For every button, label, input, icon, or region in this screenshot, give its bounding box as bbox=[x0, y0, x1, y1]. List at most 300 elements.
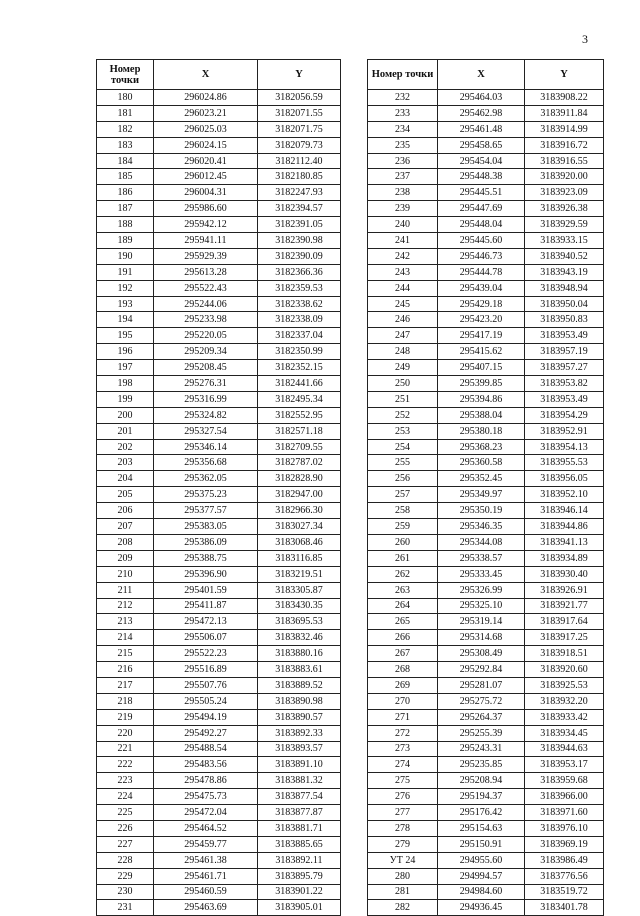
y-coordinate-cell: 3182828.90 bbox=[258, 471, 341, 487]
table-row bbox=[368, 646, 604, 662]
point-number-cell: 192 bbox=[97, 280, 154, 296]
x-coordinate-cell: 295929.39 bbox=[154, 248, 258, 264]
y-coordinate-cell: 3183305.87 bbox=[258, 582, 341, 598]
table-row bbox=[97, 852, 341, 868]
y-coordinate-cell: 3183943.19 bbox=[525, 264, 604, 280]
table-row bbox=[368, 677, 604, 693]
x-coordinate-cell: 295460.59 bbox=[154, 884, 258, 900]
x-coordinate-cell: 296020.41 bbox=[154, 153, 258, 169]
table-row bbox=[97, 439, 341, 455]
point-number-cell: 230 bbox=[97, 884, 154, 900]
point-number-cell: 268 bbox=[368, 662, 438, 678]
point-number-cell: 182 bbox=[97, 121, 154, 137]
x-coordinate-cell: 296004.31 bbox=[154, 185, 258, 201]
y-coordinate-cell: 3183986.49 bbox=[525, 852, 604, 868]
table-row bbox=[368, 360, 604, 376]
y-coordinate-cell: 3182079.73 bbox=[258, 137, 341, 153]
table-row bbox=[97, 900, 341, 916]
table-row bbox=[368, 805, 604, 821]
x-coordinate-cell: 295292.84 bbox=[438, 662, 525, 678]
table-row bbox=[97, 169, 341, 185]
table-row bbox=[97, 725, 341, 741]
y-coordinate-cell: 3182071.75 bbox=[258, 121, 341, 137]
y-coordinate-cell: 3183880.16 bbox=[258, 646, 341, 662]
point-number-cell: 191 bbox=[97, 264, 154, 280]
table-row bbox=[97, 598, 341, 614]
table-row bbox=[97, 137, 341, 153]
table-row bbox=[368, 519, 604, 535]
y-coordinate-cell: 3182709.55 bbox=[258, 439, 341, 455]
point-number-cell: 259 bbox=[368, 519, 438, 535]
point-number-cell: 189 bbox=[97, 233, 154, 249]
table-row bbox=[368, 757, 604, 773]
y-coordinate-cell: 3183933.15 bbox=[525, 233, 604, 249]
y-coordinate-cell: 3183695.53 bbox=[258, 614, 341, 630]
y-coordinate-cell: 3183918.51 bbox=[525, 646, 604, 662]
y-coordinate-cell: 3183921.77 bbox=[525, 598, 604, 614]
point-number-cell: 245 bbox=[368, 296, 438, 312]
point-number-cell: 227 bbox=[97, 836, 154, 852]
y-coordinate-cell: 3183881.32 bbox=[258, 773, 341, 789]
table-row bbox=[97, 280, 341, 296]
y-coordinate-cell: 3182180.85 bbox=[258, 169, 341, 185]
point-number-cell: 235 bbox=[368, 137, 438, 153]
y-coordinate-cell: 3183219.51 bbox=[258, 566, 341, 582]
table-row bbox=[368, 836, 604, 852]
x-coordinate-cell: 295446.73 bbox=[438, 248, 525, 264]
point-number-cell: 205 bbox=[97, 487, 154, 503]
point-number-cell: 193 bbox=[97, 296, 154, 312]
point-number-cell: 197 bbox=[97, 360, 154, 376]
y-coordinate-cell: 3183892.33 bbox=[258, 725, 341, 741]
y-coordinate-cell: 3183957.19 bbox=[525, 344, 604, 360]
point-number-cell: 199 bbox=[97, 391, 154, 407]
x-coordinate-cell: 295464.52 bbox=[154, 820, 258, 836]
y-coordinate-cell: 3183430.35 bbox=[258, 598, 341, 614]
x-coordinate-cell: 295472.04 bbox=[154, 805, 258, 821]
y-coordinate-cell: 3182441.66 bbox=[258, 376, 341, 392]
y-coordinate-cell: 3182337.04 bbox=[258, 328, 341, 344]
table-row bbox=[97, 455, 341, 471]
y-coordinate-cell: 3183950.04 bbox=[525, 296, 604, 312]
point-number-cell: 267 bbox=[368, 646, 438, 662]
y-coordinate-cell: 3183776.56 bbox=[525, 868, 604, 884]
point-number-cell: 208 bbox=[97, 534, 154, 550]
point-number-cell: 217 bbox=[97, 677, 154, 693]
x-coordinate-cell: 295445.51 bbox=[438, 185, 525, 201]
y-coordinate-cell: 3183920.60 bbox=[525, 662, 604, 678]
table-row bbox=[368, 455, 604, 471]
point-number-cell: 212 bbox=[97, 598, 154, 614]
table-row bbox=[368, 598, 604, 614]
point-number-cell: 280 bbox=[368, 868, 438, 884]
point-number-cell: 249 bbox=[368, 360, 438, 376]
x-coordinate-cell: 295360.58 bbox=[438, 455, 525, 471]
table-row bbox=[97, 360, 341, 376]
y-coordinate-cell: 3183920.00 bbox=[525, 169, 604, 185]
table-row bbox=[97, 328, 341, 344]
x-coordinate-cell: 295380.18 bbox=[438, 423, 525, 439]
table-row bbox=[97, 105, 341, 121]
y-coordinate-cell: 3182390.98 bbox=[258, 233, 341, 249]
y-coordinate-cell: 3182495.34 bbox=[258, 391, 341, 407]
point-number-cell: 185 bbox=[97, 169, 154, 185]
point-number-cell: 209 bbox=[97, 550, 154, 566]
point-number-cell: 254 bbox=[368, 439, 438, 455]
table-row bbox=[97, 677, 341, 693]
y-coordinate-cell: 3183914.99 bbox=[525, 121, 604, 137]
x-coordinate-cell: 295324.82 bbox=[154, 407, 258, 423]
y-coordinate-cell: 3183916.55 bbox=[525, 153, 604, 169]
y-coordinate-cell: 3183027.34 bbox=[258, 519, 341, 535]
x-coordinate-cell: 295388.04 bbox=[438, 407, 525, 423]
y-coordinate-cell: 3183890.98 bbox=[258, 693, 341, 709]
point-number-cell: 247 bbox=[368, 328, 438, 344]
y-coordinate-cell: 3182390.09 bbox=[258, 248, 341, 264]
table-row bbox=[368, 153, 604, 169]
y-coordinate-cell: 3183934.45 bbox=[525, 725, 604, 741]
point-number-cell: 187 bbox=[97, 201, 154, 217]
table-row bbox=[97, 503, 341, 519]
point-number-cell: 239 bbox=[368, 201, 438, 217]
table-body-left bbox=[97, 90, 341, 916]
x-coordinate-cell: 295209.34 bbox=[154, 344, 258, 360]
y-coordinate-cell: 3183966.00 bbox=[525, 789, 604, 805]
point-number-cell: 240 bbox=[368, 217, 438, 233]
y-coordinate-cell: 3183946.14 bbox=[525, 503, 604, 519]
table-row bbox=[97, 248, 341, 264]
x-coordinate-cell: 295362.05 bbox=[154, 471, 258, 487]
y-coordinate-cell: 3183890.57 bbox=[258, 709, 341, 725]
table-row bbox=[97, 773, 341, 789]
x-coordinate-cell: 295326.99 bbox=[438, 582, 525, 598]
point-number-cell: 276 bbox=[368, 789, 438, 805]
point-number-cell: 243 bbox=[368, 264, 438, 280]
x-coordinate-cell: 295176.42 bbox=[438, 805, 525, 821]
x-coordinate-cell: 295275.72 bbox=[438, 693, 525, 709]
x-coordinate-cell: 295454.04 bbox=[438, 153, 525, 169]
point-number-cell: 180 bbox=[97, 90, 154, 106]
point-number-cell: 195 bbox=[97, 328, 154, 344]
x-coordinate-cell: 295445.60 bbox=[438, 233, 525, 249]
x-coordinate-cell: 295986.60 bbox=[154, 201, 258, 217]
x-coordinate-cell: 295150.91 bbox=[438, 836, 525, 852]
y-coordinate-cell: 3182966.30 bbox=[258, 503, 341, 519]
point-number-cell: 257 bbox=[368, 487, 438, 503]
x-coordinate-cell: 295333.45 bbox=[438, 566, 525, 582]
table-row bbox=[368, 439, 604, 455]
table-row bbox=[368, 280, 604, 296]
table-row bbox=[97, 407, 341, 423]
point-number-cell: 228 bbox=[97, 852, 154, 868]
point-number-cell: 238 bbox=[368, 185, 438, 201]
x-coordinate-cell: 295448.04 bbox=[438, 217, 525, 233]
y-coordinate-cell: 3183948.94 bbox=[525, 280, 604, 296]
table-row bbox=[97, 487, 341, 503]
table-row bbox=[97, 614, 341, 630]
y-coordinate-cell: 3183969.19 bbox=[525, 836, 604, 852]
x-coordinate-cell: 295423.20 bbox=[438, 312, 525, 328]
header-point-number: Номер точки bbox=[368, 60, 438, 90]
table-row bbox=[97, 550, 341, 566]
table-row bbox=[368, 614, 604, 630]
point-number-cell: 256 bbox=[368, 471, 438, 487]
x-coordinate-cell: 295235.85 bbox=[438, 757, 525, 773]
y-coordinate-cell: 3183401.78 bbox=[525, 900, 604, 916]
point-number-cell: 277 bbox=[368, 805, 438, 821]
table-row bbox=[97, 423, 341, 439]
x-coordinate-cell: 295459.77 bbox=[154, 836, 258, 852]
y-coordinate-cell: 3183952.91 bbox=[525, 423, 604, 439]
y-coordinate-cell: 3182394.57 bbox=[258, 201, 341, 217]
x-coordinate-cell: 295319.14 bbox=[438, 614, 525, 630]
y-coordinate-cell: 3183944.63 bbox=[525, 741, 604, 757]
y-coordinate-cell: 3183953.17 bbox=[525, 757, 604, 773]
table-row bbox=[97, 582, 341, 598]
x-coordinate-cell: 295492.27 bbox=[154, 725, 258, 741]
table-row bbox=[97, 201, 341, 217]
point-number-cell: 229 bbox=[97, 868, 154, 884]
y-coordinate-cell: 3183116.85 bbox=[258, 550, 341, 566]
y-coordinate-cell: 3183891.10 bbox=[258, 757, 341, 773]
table-row bbox=[97, 709, 341, 725]
x-coordinate-cell: 295349.97 bbox=[438, 487, 525, 503]
header-point-number: Номер точки bbox=[97, 60, 154, 90]
x-coordinate-cell: 295377.57 bbox=[154, 503, 258, 519]
x-coordinate-cell: 296025.03 bbox=[154, 121, 258, 137]
page-number: 3 bbox=[582, 32, 588, 46]
coordinates-table-right bbox=[367, 59, 604, 916]
x-coordinate-cell: 295462.98 bbox=[438, 105, 525, 121]
table-row bbox=[368, 662, 604, 678]
table-row bbox=[368, 725, 604, 741]
table-row bbox=[368, 868, 604, 884]
point-number-cell: 226 bbox=[97, 820, 154, 836]
point-number-cell: 272 bbox=[368, 725, 438, 741]
x-coordinate-cell: 295516.89 bbox=[154, 662, 258, 678]
point-number-cell: 261 bbox=[368, 550, 438, 566]
x-coordinate-cell: 295308.49 bbox=[438, 646, 525, 662]
table-row bbox=[368, 503, 604, 519]
y-coordinate-cell: 3183950.83 bbox=[525, 312, 604, 328]
table-row bbox=[368, 534, 604, 550]
table-row bbox=[97, 121, 341, 137]
table-row bbox=[97, 264, 341, 280]
x-coordinate-cell: 295244.06 bbox=[154, 296, 258, 312]
point-number-cell: 250 bbox=[368, 376, 438, 392]
x-coordinate-cell: 295316.99 bbox=[154, 391, 258, 407]
point-number-cell: 262 bbox=[368, 566, 438, 582]
y-coordinate-cell: 3183957.27 bbox=[525, 360, 604, 376]
y-coordinate-cell: 3183940.52 bbox=[525, 248, 604, 264]
x-coordinate-cell: 295472.13 bbox=[154, 614, 258, 630]
point-number-cell: 241 bbox=[368, 233, 438, 249]
header-y: Y bbox=[258, 60, 341, 90]
point-number-cell: 274 bbox=[368, 757, 438, 773]
y-coordinate-cell: 3183959.68 bbox=[525, 773, 604, 789]
table-row bbox=[97, 185, 341, 201]
table-row bbox=[97, 391, 341, 407]
x-coordinate-cell: 295448.38 bbox=[438, 169, 525, 185]
x-coordinate-cell: 295386.09 bbox=[154, 534, 258, 550]
point-number-cell: 201 bbox=[97, 423, 154, 439]
y-coordinate-cell: 3183877.54 bbox=[258, 789, 341, 805]
point-number-cell: 273 bbox=[368, 741, 438, 757]
point-number-cell: 194 bbox=[97, 312, 154, 328]
point-number-cell: 264 bbox=[368, 598, 438, 614]
y-coordinate-cell: 3183926.91 bbox=[525, 582, 604, 598]
y-coordinate-cell: 3182366.36 bbox=[258, 264, 341, 280]
x-coordinate-cell: 295461.71 bbox=[154, 868, 258, 884]
table-row bbox=[368, 121, 604, 137]
x-coordinate-cell: 295220.05 bbox=[154, 328, 258, 344]
x-coordinate-cell: 295350.19 bbox=[438, 503, 525, 519]
y-coordinate-cell: 3183944.86 bbox=[525, 519, 604, 535]
y-coordinate-cell: 3183885.65 bbox=[258, 836, 341, 852]
table-row bbox=[368, 789, 604, 805]
table-row bbox=[368, 344, 604, 360]
x-coordinate-cell: 295375.23 bbox=[154, 487, 258, 503]
point-number-cell: 219 bbox=[97, 709, 154, 725]
x-coordinate-cell: 295208.94 bbox=[438, 773, 525, 789]
y-coordinate-cell: 3183971.60 bbox=[525, 805, 604, 821]
point-number-cell: 186 bbox=[97, 185, 154, 201]
y-coordinate-cell: 3182071.55 bbox=[258, 105, 341, 121]
point-number-cell: 258 bbox=[368, 503, 438, 519]
table-row bbox=[368, 709, 604, 725]
y-coordinate-cell: 3183881.71 bbox=[258, 820, 341, 836]
x-coordinate-cell: 295399.85 bbox=[438, 376, 525, 392]
table-row bbox=[368, 248, 604, 264]
x-coordinate-cell: 295488.54 bbox=[154, 741, 258, 757]
point-number-cell: 225 bbox=[97, 805, 154, 821]
table-row bbox=[368, 201, 604, 217]
table-row bbox=[368, 471, 604, 487]
table-row bbox=[368, 884, 604, 900]
y-coordinate-cell: 3183905.01 bbox=[258, 900, 341, 916]
x-coordinate-cell: 294955.60 bbox=[438, 852, 525, 868]
point-number-cell: 206 bbox=[97, 503, 154, 519]
y-coordinate-cell: 3182338.62 bbox=[258, 296, 341, 312]
point-number-cell: 253 bbox=[368, 423, 438, 439]
table-row bbox=[368, 423, 604, 439]
header-y: Y bbox=[525, 60, 604, 90]
y-coordinate-cell: 3183916.72 bbox=[525, 137, 604, 153]
point-number-cell: 255 bbox=[368, 455, 438, 471]
point-number-cell: 211 bbox=[97, 582, 154, 598]
table-row bbox=[97, 805, 341, 821]
table-row bbox=[368, 407, 604, 423]
y-coordinate-cell: 3182338.09 bbox=[258, 312, 341, 328]
y-coordinate-cell: 3183901.22 bbox=[258, 884, 341, 900]
table-row bbox=[368, 185, 604, 201]
table-row bbox=[97, 789, 341, 805]
table-row bbox=[97, 757, 341, 773]
y-coordinate-cell: 3183953.49 bbox=[525, 328, 604, 344]
y-coordinate-cell: 3182787.02 bbox=[258, 455, 341, 471]
table-row bbox=[368, 550, 604, 566]
point-number-cell: 196 bbox=[97, 344, 154, 360]
y-coordinate-cell: 3182391.05 bbox=[258, 217, 341, 233]
table-row bbox=[368, 296, 604, 312]
table-row bbox=[368, 105, 604, 121]
point-number-cell: 204 bbox=[97, 471, 154, 487]
y-coordinate-cell: 3183976.10 bbox=[525, 820, 604, 836]
table-body-right bbox=[368, 90, 604, 916]
x-coordinate-cell: 295356.68 bbox=[154, 455, 258, 471]
x-coordinate-cell: 295478.86 bbox=[154, 773, 258, 789]
x-coordinate-cell: 295522.43 bbox=[154, 280, 258, 296]
table-row bbox=[97, 534, 341, 550]
x-coordinate-cell: 295325.10 bbox=[438, 598, 525, 614]
point-number-cell: 271 bbox=[368, 709, 438, 725]
table-row bbox=[368, 487, 604, 503]
x-coordinate-cell: 295447.69 bbox=[438, 201, 525, 217]
table-row bbox=[97, 376, 341, 392]
table-row bbox=[368, 900, 604, 916]
point-number-cell: 236 bbox=[368, 153, 438, 169]
y-coordinate-cell: 3182112.40 bbox=[258, 153, 341, 169]
point-number-cell: 242 bbox=[368, 248, 438, 264]
table-row bbox=[368, 391, 604, 407]
table-row bbox=[368, 137, 604, 153]
table-row bbox=[97, 233, 341, 249]
x-coordinate-cell: 295461.38 bbox=[154, 852, 258, 868]
x-coordinate-cell: 295352.45 bbox=[438, 471, 525, 487]
y-coordinate-cell: 3182352.15 bbox=[258, 360, 341, 376]
point-number-cell: 210 bbox=[97, 566, 154, 582]
point-number-cell: 263 bbox=[368, 582, 438, 598]
x-coordinate-cell: 294984.60 bbox=[438, 884, 525, 900]
table-row bbox=[368, 328, 604, 344]
point-number-cell: 252 bbox=[368, 407, 438, 423]
x-coordinate-cell: 296024.86 bbox=[154, 90, 258, 106]
point-number-cell: 265 bbox=[368, 614, 438, 630]
x-coordinate-cell: 295281.07 bbox=[438, 677, 525, 693]
x-coordinate-cell: 295461.48 bbox=[438, 121, 525, 137]
x-coordinate-cell: 295368.23 bbox=[438, 439, 525, 455]
table-row bbox=[97, 312, 341, 328]
x-coordinate-cell: 295464.03 bbox=[438, 90, 525, 106]
x-coordinate-cell: 295264.37 bbox=[438, 709, 525, 725]
point-number-cell: 203 bbox=[97, 455, 154, 471]
table-row bbox=[97, 662, 341, 678]
point-number-cell: 220 bbox=[97, 725, 154, 741]
x-coordinate-cell: 295458.65 bbox=[438, 137, 525, 153]
point-number-cell: 281 bbox=[368, 884, 438, 900]
table-row bbox=[368, 820, 604, 836]
point-number-cell: 216 bbox=[97, 662, 154, 678]
table-row bbox=[97, 471, 341, 487]
y-coordinate-cell: 3183956.05 bbox=[525, 471, 604, 487]
y-coordinate-cell: 3183883.61 bbox=[258, 662, 341, 678]
point-number-cell: 233 bbox=[368, 105, 438, 121]
point-number-cell: 275 bbox=[368, 773, 438, 789]
table-row bbox=[97, 820, 341, 836]
y-coordinate-cell: 3183917.25 bbox=[525, 630, 604, 646]
table-row bbox=[368, 90, 604, 106]
y-coordinate-cell: 3182947.00 bbox=[258, 487, 341, 503]
x-coordinate-cell: 295194.37 bbox=[438, 789, 525, 805]
y-coordinate-cell: 3183068.46 bbox=[258, 534, 341, 550]
x-coordinate-cell: 295346.35 bbox=[438, 519, 525, 535]
y-coordinate-cell: 3182552.95 bbox=[258, 407, 341, 423]
point-number-cell: 218 bbox=[97, 693, 154, 709]
point-number-cell: 279 bbox=[368, 836, 438, 852]
y-coordinate-cell: 3182359.53 bbox=[258, 280, 341, 296]
y-coordinate-cell: 3183895.79 bbox=[258, 868, 341, 884]
x-coordinate-cell: 295233.98 bbox=[154, 312, 258, 328]
